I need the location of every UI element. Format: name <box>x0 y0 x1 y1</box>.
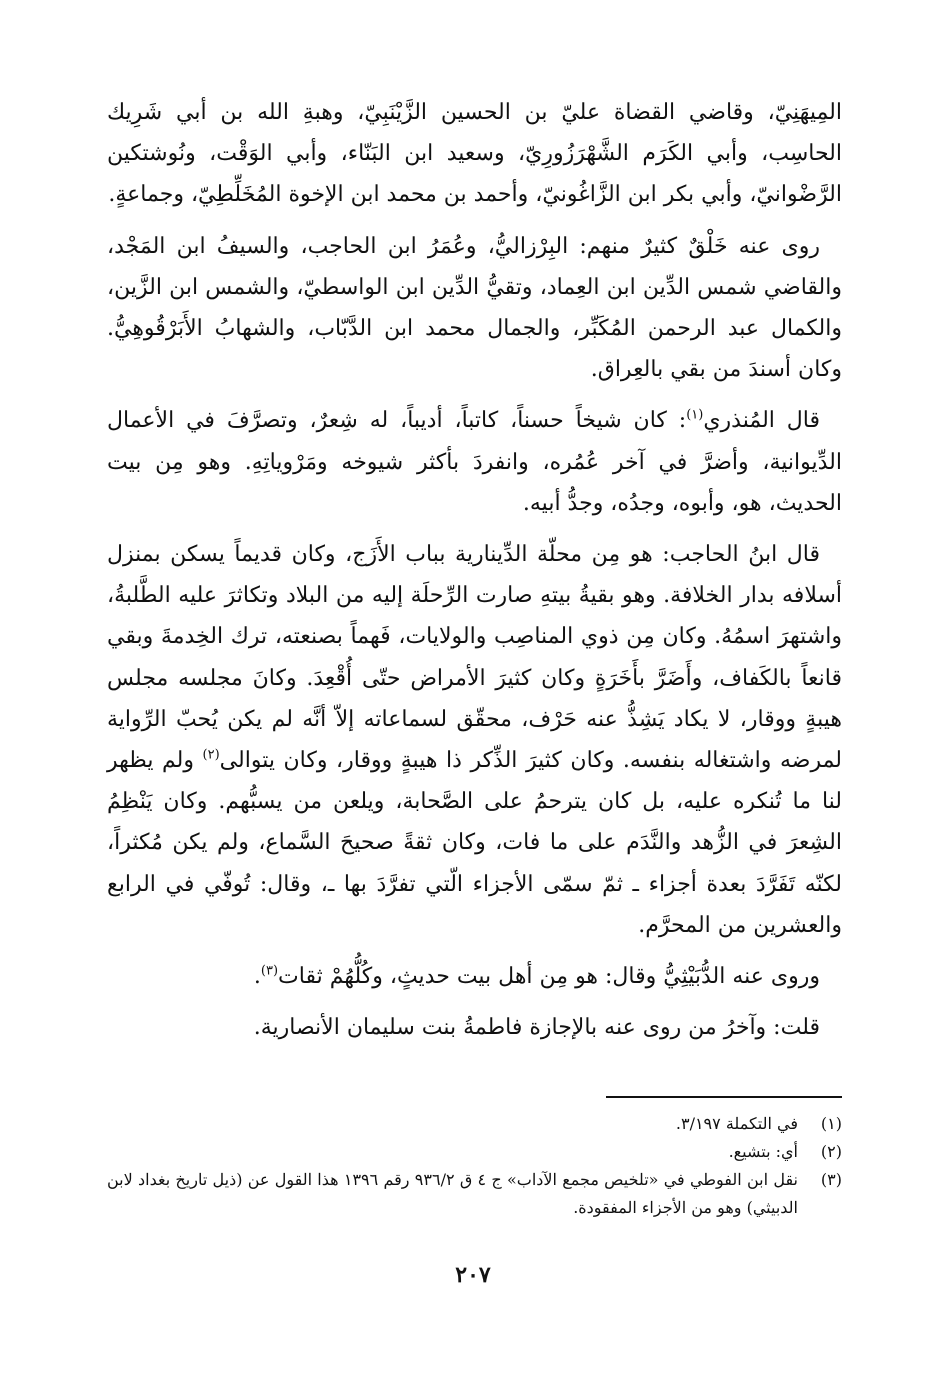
page-number: ٢٠٧ <box>455 1262 491 1288</box>
paragraph-text: روى عنه خَلْقٌ كثيرٌ منهم: البِرْزاليُّ، وعُمَرُ ابن الحاجب، والسيفُ ابن المَجْد، والقاضي شمس الدِّين ابن العِماد، وتقيُّ الدِّين ابن الواسطيّ، والشمس ابن الزَّين، والكمال عبد الرحمن المُكَبِّر، والجمال محمد ابن الدَّبّاب، والشهابُ الأَبَرْقُوهِيُّ. وكان أسندَ من بقي بالعِراق. <box>107 233 842 383</box>
paragraph-text-after: : كان شيخاً حسناً، كاتباً، أديباً، له شِعرٌ، وتصرَّفَ في الأعمال الدِّيوانية، وأضرَّ في آخر عُمُره، وانفردَ بأكثر شيوخه ومَرْوياتِهِ. وهو مِن بيت الحديث، هو، وأبوه، وجدُه، وجدُّ أبيه. <box>107 408 842 516</box>
paragraph-last-narrator <box>107 1007 842 1048</box>
footnote-number: (٣) <box>820 1170 842 1189</box>
footnote-text: أي: بتشيع. <box>728 1142 798 1161</box>
paragraph-ibn-hajib-quote <box>107 534 842 946</box>
footnote-ref-3: (٣) <box>260 963 279 979</box>
paragraph-dubaythi-quote <box>107 956 842 997</box>
footnote-1 <box>107 1110 842 1138</box>
footnote-text: في التكملة ٣/١٩٧. <box>675 1114 798 1133</box>
paragraph-narrators <box>107 226 842 391</box>
paragraph-text: المِيهَنِيّ، وقاضي القضاة عليّ بن الحسين الزَّيْنَبِيّ، وهبةِ الله بن أبي شَرِيك الحاسِب، وأبي الكَرَم الشَّهْرَزُورِيّ، وسعيد ابن البَنّاء، وأبي الوَقْت، ونُوشتكين الرَّضْوانيّ، وأبي بكر ابن الزَّاغُونيّ، وأحمد بن محمد ابن الإخوة المُخَلِّطِيّ، وجماعةٍ. <box>107 100 842 208</box>
paragraph-text-before: قال المُنذري <box>703 408 820 434</box>
footnote-ref-2: (٢) <box>202 747 220 763</box>
footnote-divider <box>606 1096 842 1098</box>
footnote-ref-1: (١) <box>686 408 704 424</box>
paragraph-text-before: قال ابنُ الحاجب: هو مِن محلّة الدِّينارية بباب الأَزَج، وكان قديماً يسكن بمنزل أسلافه بدار الخلافة. وهو بقيةُ بيتهِ صارت الرِّحلَة إليه من البلاد وتكاثرَ عليه الطَّلبةُ، واشتهرَ اسمُهُ. وكان مِن ذوي المناصِب والولايات، فَهماً بصنعته، ترك الخِدمةَ وبقي قانعاً بالكَفاف، وأَضَرَّ بأَخَرَةٍ وكان كثيرَ الأمراض حتّى أُقْعِدَ. وكانَ مجلسه مجلس هيبةٍ ووقار، لا يكاد يَشِذُّ عنه حَرْف، محقّق لسماعاته إلاّ أنَّه لم يكن يُحبّ الرِّواية لمرضه واشتغاله بنفسه. وكان كثيرَ الذِّكر ذا هيبةٍ ووقار، وكان يتوالى <box>107 542 843 774</box>
paragraph-text-after: ولم يظهر لنا ما تُنكره عليه، بل كان يترحمُ على الصَّحابة، ويلعن من يسبُّهم. وكان يَنْظِمُ الشِعرَ في الزُّهد والنَّدَم على ما فات، وكان ثقةً صحيحَ السَّماع، ولم يكن مُكثراً، لكنّه تَفَرَّدَ بعدة أجزاء ـ ثمّ سمّى الأجزاء الّتي تفرَّدَ بها ـ، وقال: تُوفّي في الرابع والعشرين من المحرَّم. <box>107 748 842 938</box>
footnote-2 <box>107 1138 842 1166</box>
paragraph-mundhiri-quote <box>107 400 842 524</box>
footnote-3 <box>107 1166 842 1222</box>
paragraph-scholars-list <box>107 92 842 216</box>
paragraph-text-after: . <box>253 964 261 990</box>
main-text <box>107 92 842 1058</box>
paragraph-text-before: وروى عنه الدُّبَيْثِيُّ وقال: هو مِن أهل بيت حديثٍ، وكُلُّهُمْ ثقات <box>278 964 820 990</box>
footnote-number: (١) <box>820 1114 842 1133</box>
paragraph-text: قلت: وآخرُ من روى عنه بالإجازة فاطمةُ بنت سليمان الأنصارية. <box>253 1015 820 1041</box>
footnote-text: نقل ابن الفوطي في «تلخيص مجمع الآداب» ج ٤ ق ٩٣٦/٢ رقم ١٣٩٦ هذا القول عن (ذيل تاريخ بغداد لابن الدبيثي) وهو من الأجزاء المفقودة. <box>107 1170 798 1217</box>
footnotes <box>107 1110 842 1222</box>
footnote-number: (٢) <box>820 1142 842 1161</box>
